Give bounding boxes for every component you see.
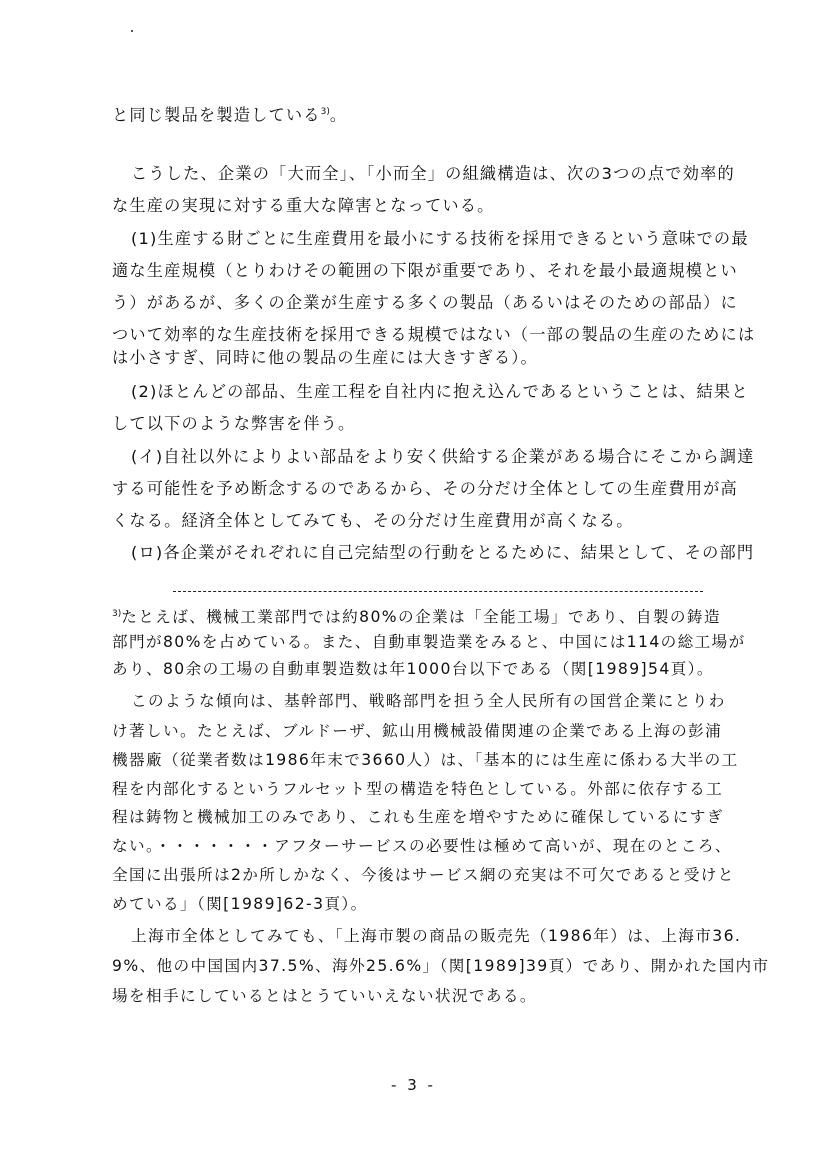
footnote-line: めている」（関[1989]62-3頁）。 bbox=[112, 895, 368, 913]
footnote-line-first bbox=[112, 603, 721, 628]
footnote-line: 上海市全体としてみても、「上海市製の商品の販売先（1986年）は、上海市36. bbox=[131, 927, 742, 945]
body-line: (イ)自社以外によりよい部品をより安く供給する企業がある場合にそこから調達 bbox=[131, 447, 755, 466]
footnote-reference: 3) bbox=[320, 107, 330, 117]
body-line-first bbox=[112, 101, 347, 126]
footnote-text: たとえば、機械工業部門では約80%の企業は「全能工場」であり、自製の鋳造 bbox=[121, 608, 721, 627]
body-line: こうした、企業の「大而全」、「小而全」の組織構造は、次の3つの点で効率的 bbox=[131, 164, 735, 183]
body-line: 適な生産規模（とりわけその範囲の下限が重要であり、それを最小最適規模とい bbox=[112, 261, 738, 280]
footnote-line: 9%、他の中国国内37.5%、海外25.6%」（関[1989]39頁）であり、開かれた国内市 bbox=[112, 957, 770, 975]
body-line: (1)生産する財ごとに生産費用を最小にする技術を採用できるという意味での最 bbox=[131, 229, 749, 248]
first-line-text: と同じ製品を製造している bbox=[112, 105, 321, 125]
body-line: して以下のような弊害を伴う。 bbox=[112, 414, 356, 433]
footnote-line: 部門が80%を占めている。また、自動車製造業をみると、中国には114の総工場が bbox=[112, 633, 746, 651]
body-line: くなる。経済全体としてみても、その分だけ生産費用が高くなる。 bbox=[112, 511, 634, 530]
page-number: - 3 - bbox=[391, 1076, 436, 1094]
footnote-line: ない。・・・・・・・アフターサービスの必要性は極めて高いが、現在のところ、 bbox=[112, 837, 732, 855]
body-line: (2)ほとんどの部品、生産工程を自社内に抱え込んであるということは、結果と bbox=[131, 382, 749, 401]
footnote-line: あり、80余の工場の自動車製造数は年1000台以下である（関[1989]54頁）。 bbox=[112, 660, 714, 678]
body-line: する可能性を予め断念するのであるから、その分だけ全体としての生産費用が高 bbox=[112, 479, 738, 498]
footnote-line: 全国に出張所は2か所しかなく、今後はサービス網の充実は不可欠であると受けと bbox=[112, 866, 735, 884]
footnote-line: 程を内部化するというフルセット型の構造を特色としている。外部に依存する工 bbox=[112, 780, 724, 798]
footnote-line: このような傾向は、基幹部門、戦略部門を担う全人民所有の国営企業にとりわ bbox=[131, 692, 726, 710]
body-line: な生産の実現に対する重大な障害となっている。 bbox=[112, 196, 495, 215]
first-line-end: 。 bbox=[329, 105, 348, 125]
body-line: (ロ)各企業がそれぞれに自己完結型の行動をとるために、結果として、その部門 bbox=[131, 543, 755, 562]
footnote-line: 場を相手にしているとはとうていいえない状況である。 bbox=[112, 987, 537, 1005]
footnote-rule bbox=[173, 591, 703, 592]
footnote-line: 機器廠（従業者数は1986年末で3660人）は、「基本的には生産に係わる大半の工 bbox=[112, 751, 739, 769]
body-line: ついて効率的な生産技術を採用できる規模ではない（一部の製品の生産のためには bbox=[112, 325, 756, 344]
footnote-marker: 3) bbox=[112, 609, 122, 619]
body-line: は小さすぎ、同時に他の製品の生産には大きすぎる）。 bbox=[112, 348, 538, 367]
body-line: う）があるが、多くの企業が生産する多くの製品（あるいはそのための部品）に bbox=[112, 293, 738, 312]
footnote-line: 程は鋳物と機械加工のみであり、これも生産を増やすために確保しているにすぎ bbox=[112, 808, 724, 826]
footnote-line: け著しい。たとえば、ブルドーザ、鉱山用機械設備関連の企業である上海の彭浦 bbox=[112, 722, 723, 740]
scan-speck bbox=[131, 30, 133, 32]
